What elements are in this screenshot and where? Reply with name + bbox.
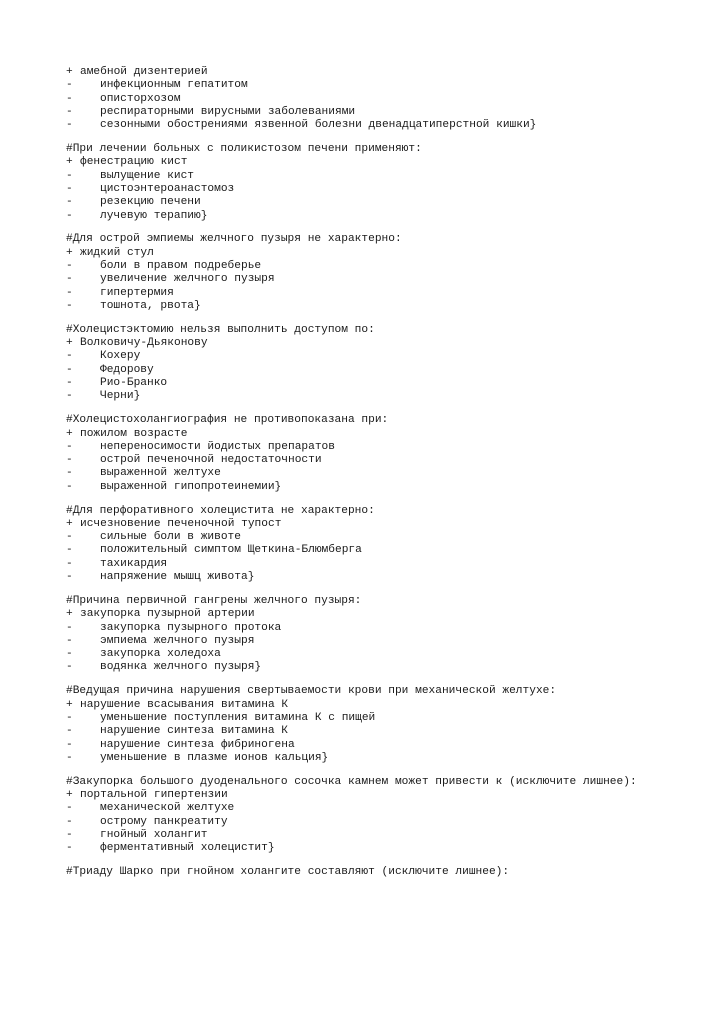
minus-marker: -: [66, 454, 73, 467]
answer-option: [66, 531, 706, 544]
answer-option: [66, 390, 706, 403]
minus-marker: -: [66, 828, 73, 841]
minus-marker: -: [66, 440, 73, 453]
answer-text: респираторными вирусными заболеваниями: [100, 105, 356, 118]
answer-text: положительный симптом Щеткина-Блюмберга: [100, 544, 362, 557]
minus-marker: -: [66, 79, 73, 92]
minus-marker: -: [66, 557, 73, 570]
answer-text: закупорка пузырной артерии: [80, 608, 255, 621]
answer-text: тошнота, рвота}: [100, 299, 201, 312]
minus-marker: -: [66, 842, 73, 855]
question-block: [66, 505, 706, 585]
question-text: #Причина первичной гангрены желчного пузыря:: [66, 594, 362, 607]
minus-marker: -: [66, 711, 73, 724]
question-block: [66, 66, 706, 132]
answer-text: эмпиема желчного пузыря: [100, 634, 255, 647]
answer-option: [66, 170, 706, 183]
answer-option: [66, 648, 706, 661]
correct-answer-option: [66, 608, 706, 621]
answer-text: непереносимости йодистых препаратов: [100, 440, 335, 453]
plus-marker: +: [66, 66, 73, 78]
minus-marker: -: [66, 363, 73, 376]
answer-option: [66, 571, 706, 584]
plus-marker: +: [66, 517, 73, 530]
correct-answer-option: [66, 247, 706, 260]
answer-text: вылущение кист: [100, 169, 194, 182]
minus-marker: -: [66, 725, 73, 738]
answer-option: [66, 300, 706, 313]
question-block: [66, 866, 706, 879]
answer-option: [66, 183, 706, 196]
minus-marker: -: [66, 480, 73, 493]
answer-option: [66, 93, 706, 106]
answer-option: [66, 558, 706, 571]
answer-option: [66, 350, 706, 363]
correct-answer-option: [66, 789, 706, 802]
answer-text: Волковичу-Дьяконову: [80, 337, 208, 350]
answer-option: [66, 661, 706, 674]
answer-text: амебной дизентерией: [80, 66, 208, 78]
plus-marker: +: [66, 246, 73, 259]
minus-marker: -: [66, 634, 73, 647]
answer-option: [66, 273, 706, 286]
answer-option: [66, 842, 706, 855]
question-text: #Для острой эмпиемы желчного пузыря не характерно:: [66, 233, 402, 246]
minus-marker: -: [66, 815, 73, 828]
plus-marker: +: [66, 427, 73, 440]
question-text: #Для перфоративного холецистита не характерно:: [66, 504, 375, 517]
correct-answer-option: [66, 518, 706, 531]
question-text: #При лечении больных с поликистозом печени применяют:: [66, 143, 422, 156]
correct-answer-option: [66, 66, 706, 79]
question-block: [66, 595, 706, 675]
answer-option: [66, 467, 706, 480]
answer-text: механической желтухе: [100, 802, 235, 815]
answer-text: водянка желчного пузыря}: [100, 661, 262, 674]
minus-marker: -: [66, 621, 73, 634]
answer-option: [66, 739, 706, 752]
question-block: [66, 414, 706, 494]
answer-text: гипертермия: [100, 286, 174, 299]
answer-text: фенестрацию кист: [80, 156, 188, 169]
answer-option: [66, 544, 706, 557]
question-text: #Холецистохолангиография не противопоказана при:: [66, 414, 389, 427]
answer-text: закупорка пузырного протока: [100, 621, 282, 634]
minus-marker: -: [66, 802, 73, 815]
answer-text: сезонными обострениями язвенной болезни двенадцатиперстной кишки}: [100, 119, 537, 132]
minus-marker: -: [66, 92, 73, 105]
answer-text: лучевую терапию}: [100, 209, 208, 222]
question-block: [66, 324, 706, 404]
minus-marker: -: [66, 738, 73, 751]
question-text: #Триаду Шарко при гнойном холангите составляют (исключите лишнее):: [66, 866, 510, 879]
answer-text: выраженной желтухе: [100, 467, 221, 480]
minus-marker: -: [66, 209, 73, 222]
plus-marker: +: [66, 608, 73, 621]
minus-marker: -: [66, 571, 73, 584]
answer-option: [66, 119, 706, 132]
minus-marker: -: [66, 286, 73, 299]
answer-option: [66, 196, 706, 209]
minus-marker: -: [66, 661, 73, 674]
answer-text: Федорову: [100, 363, 154, 376]
answer-text: Рио-Бранко: [100, 377, 168, 390]
answer-option: [66, 260, 706, 273]
answer-text: портальной гипертензии: [80, 789, 228, 801]
minus-marker: -: [66, 350, 73, 363]
answer-option: [66, 635, 706, 648]
answer-text: жидкий стул: [80, 246, 154, 259]
minus-marker: -: [66, 196, 73, 209]
answer-option: [66, 79, 706, 92]
plus-marker: +: [66, 789, 73, 801]
answer-text: нарушение синтеза фибриногена: [100, 738, 295, 751]
question-block: [66, 685, 706, 765]
document-page: [66, 66, 706, 890]
minus-marker: -: [66, 169, 73, 182]
answer-option: [66, 816, 706, 829]
answer-text: инфекционным гепатитом: [100, 79, 248, 92]
answer-option: [66, 364, 706, 377]
answer-text: резекцию печени: [100, 196, 201, 209]
answer-text: напряжение мышц живота}: [100, 571, 255, 584]
answer-text: гнойный холангит: [100, 828, 208, 841]
plus-marker: +: [66, 698, 73, 711]
answer-option: [66, 712, 706, 725]
answer-text: описторхозом: [100, 92, 181, 105]
minus-marker: -: [66, 390, 73, 403]
answer-text: Кохеру: [100, 350, 141, 363]
answer-option: [66, 481, 706, 494]
question-text: #Холецистэктомию нельзя выполнить доступом по:: [66, 323, 375, 336]
answer-text: ферментативный холецистит}: [100, 842, 275, 855]
answer-text: Черни}: [100, 390, 141, 403]
answer-option: [66, 454, 706, 467]
question-text: #Закупорка большого дуоденального сосочка камнем может привести к (исключите лишнее):: [66, 775, 637, 788]
minus-marker: -: [66, 273, 73, 286]
answer-text: выраженной гипопротеинемии}: [100, 480, 282, 493]
answer-text: сильные боли в животе: [100, 531, 241, 544]
answer-option: [66, 622, 706, 635]
minus-marker: -: [66, 299, 73, 312]
answer-text: боли в правом подреберье: [100, 260, 262, 273]
correct-answer-option: [66, 156, 706, 169]
answer-option: [66, 377, 706, 390]
answer-text: исчезновение печеночной тупост: [80, 517, 282, 530]
minus-marker: -: [66, 648, 73, 661]
answer-text: уменьшение в плазме ионов кальция}: [100, 751, 329, 764]
answer-text: закупорка холедоха: [100, 648, 221, 661]
plus-marker: +: [66, 156, 73, 169]
minus-marker: -: [66, 105, 73, 118]
answer-text: нарушение синтеза витамина К: [100, 725, 288, 738]
answer-text: цистоэнтероанастомоз: [100, 182, 235, 195]
answer-text: пожилом возрасте: [80, 427, 188, 440]
minus-marker: -: [66, 119, 73, 132]
question-text: #Ведущая причина нарушения свертываемости крови при механической желтухе:: [66, 685, 557, 698]
answer-text: уменьшение поступления витамина К с пищей: [100, 711, 376, 724]
correct-answer-option: [66, 337, 706, 350]
minus-marker: -: [66, 182, 73, 195]
minus-marker: -: [66, 544, 73, 557]
answer-option: [66, 802, 706, 815]
answer-option: [66, 106, 706, 119]
answer-option: [66, 829, 706, 842]
answer-text: острой печеночной недостаточности: [100, 454, 322, 467]
minus-marker: -: [66, 260, 73, 273]
correct-answer-option: [66, 428, 706, 441]
answer-option: [66, 441, 706, 454]
answer-text: тахикардия: [100, 557, 168, 570]
question-block: [66, 776, 706, 856]
answer-option: [66, 287, 706, 300]
plus-marker: +: [66, 337, 73, 350]
answer-option: [66, 210, 706, 223]
correct-answer-option: [66, 699, 706, 712]
question-block: [66, 233, 706, 313]
minus-marker: -: [66, 751, 73, 764]
minus-marker: -: [66, 531, 73, 544]
answer-option: [66, 752, 706, 765]
minus-marker: -: [66, 377, 73, 390]
minus-marker: -: [66, 467, 73, 480]
answer-text: острому панкреатиту: [100, 815, 228, 828]
answer-option: [66, 725, 706, 738]
answer-text: нарушение всасывания витамина К: [80, 698, 289, 711]
answer-text: увеличение желчного пузыря: [100, 273, 275, 286]
question-block: [66, 143, 706, 223]
